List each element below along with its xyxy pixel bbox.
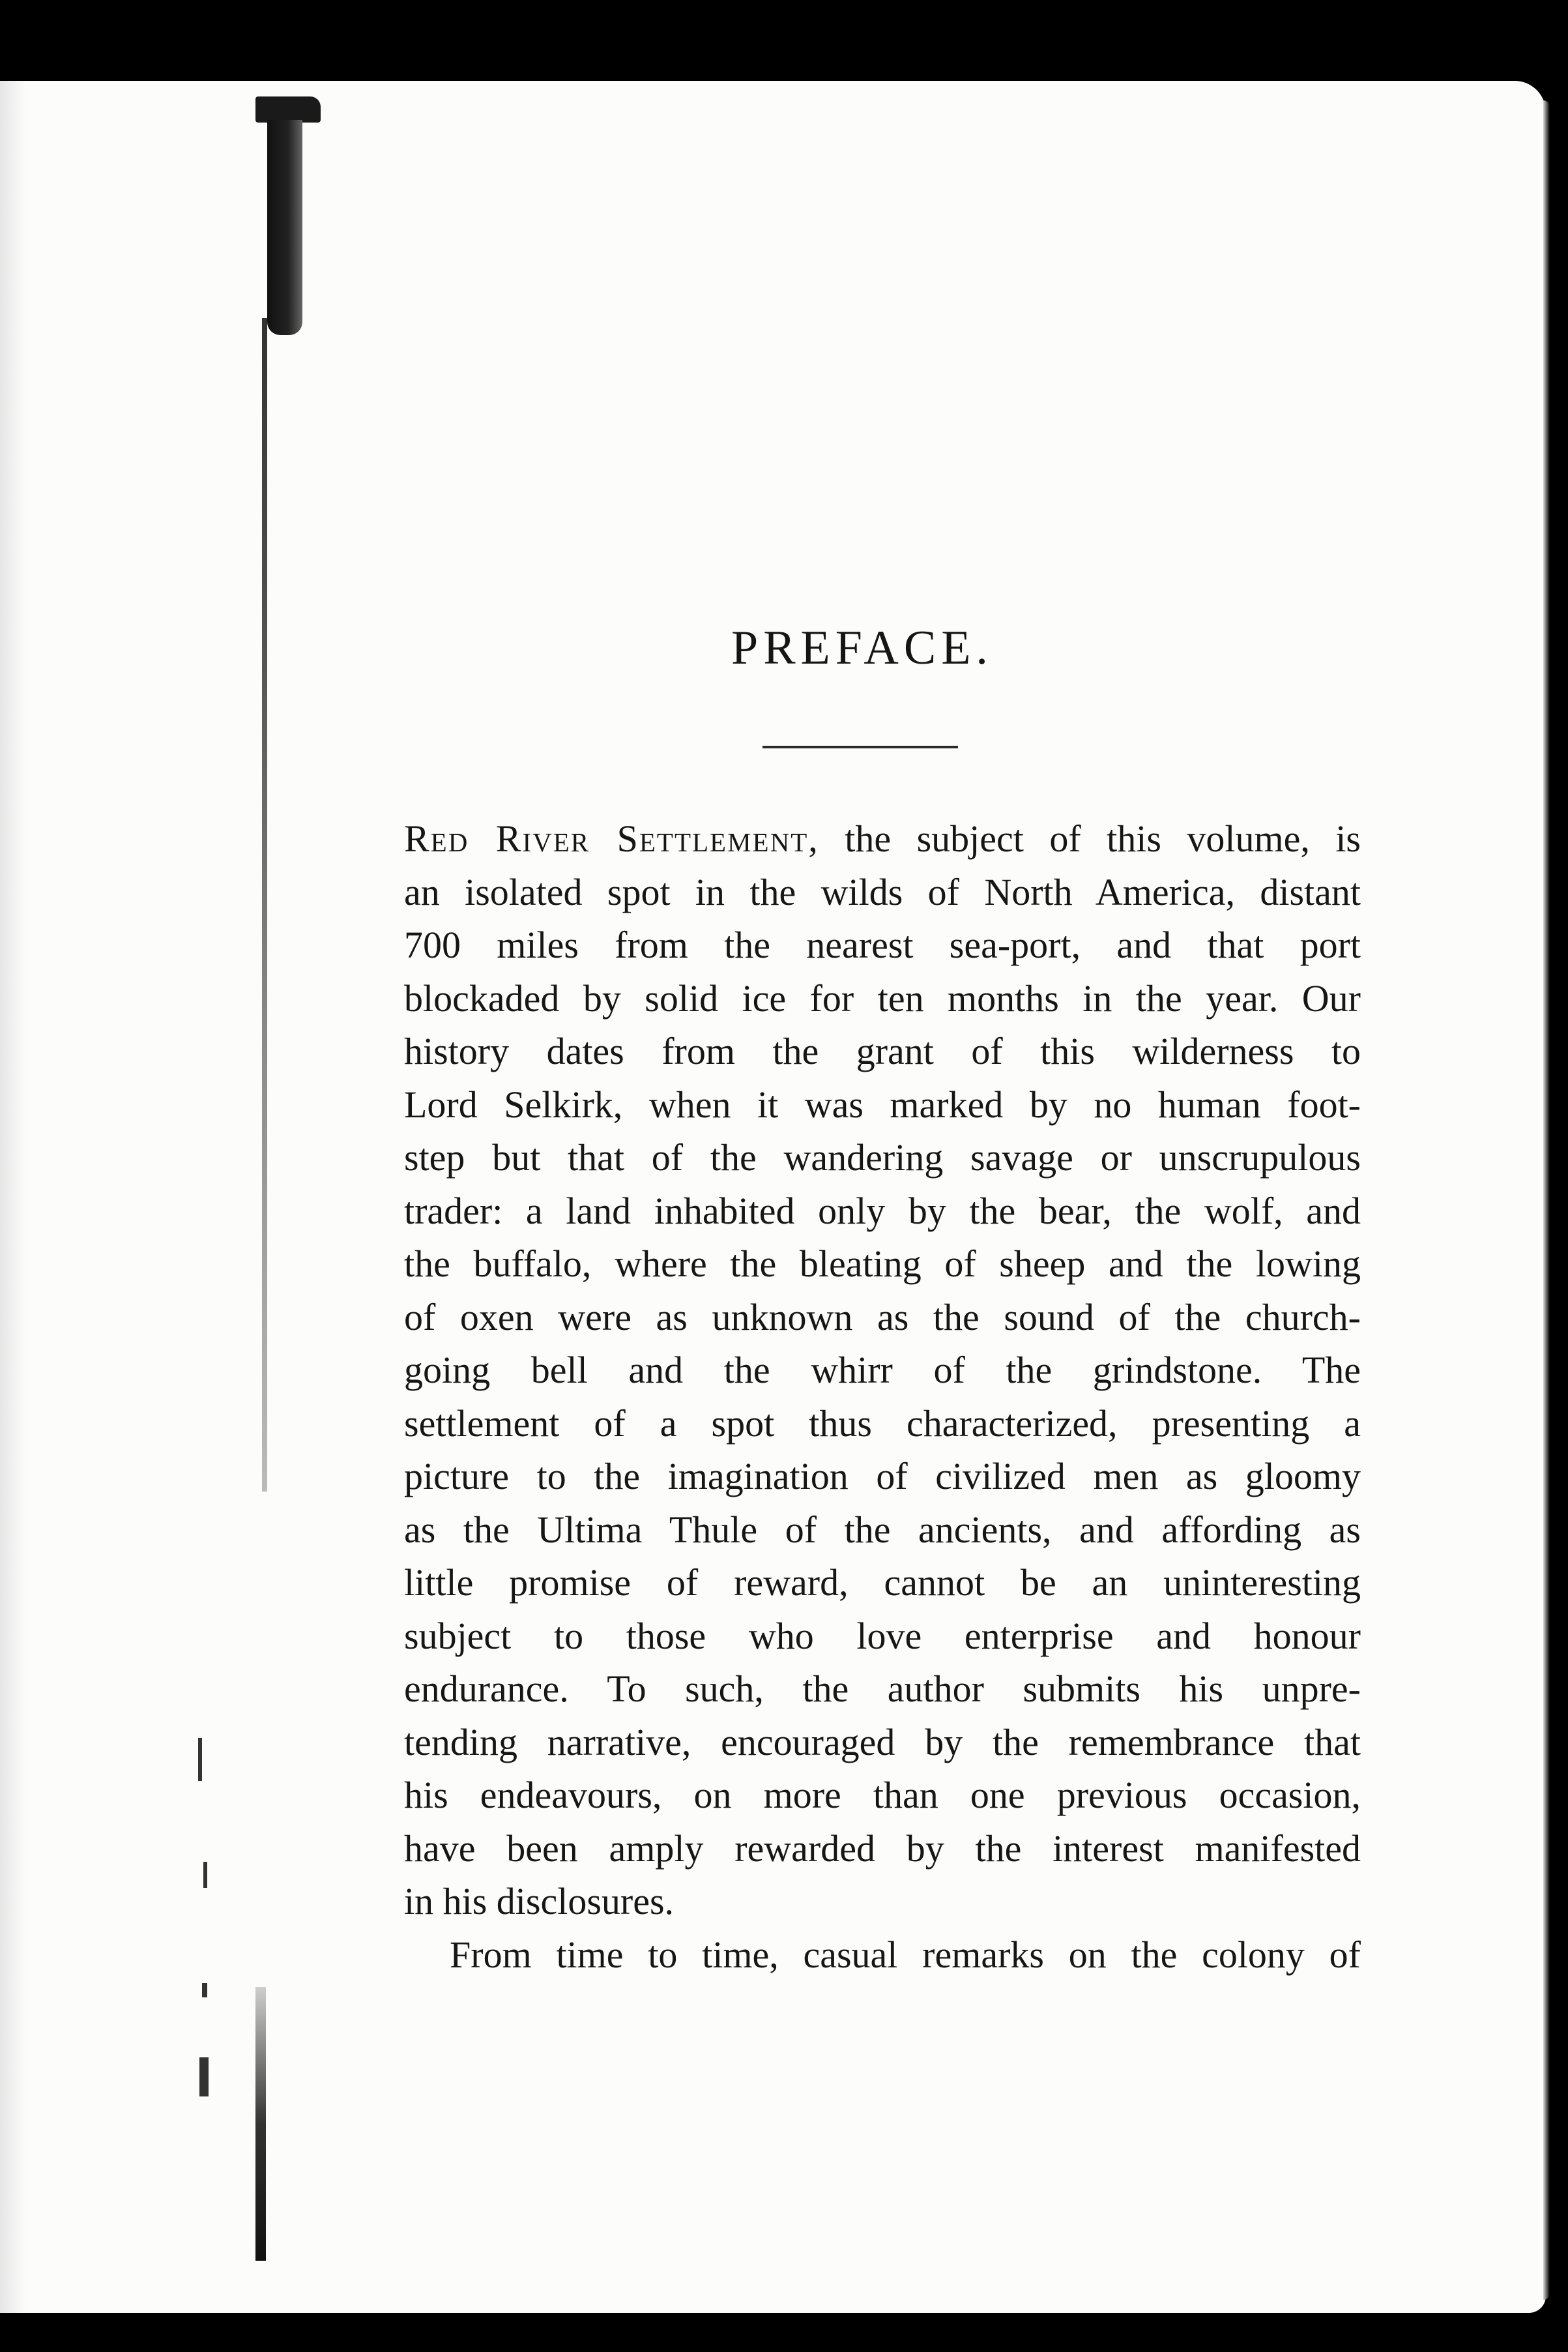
text-line: trader: a land inhabited only by the bear, the wolf, and xyxy=(404,1189,1361,1232)
margin-mark xyxy=(203,1862,207,1888)
book-gutter xyxy=(255,96,327,2274)
lead-small-caps: Red River Settlement, xyxy=(404,817,819,860)
text-line: step but that of the wandering savage or unscrupulous xyxy=(404,1136,1361,1179)
text-line: settlement of a spot thus characterized, presenting a xyxy=(404,1402,1361,1445)
text-line: of oxen were as unknown as the sound of the church- xyxy=(404,1295,1361,1338)
preface-text xyxy=(404,812,1361,1981)
text-line: his endeavours, on more than one previous occasion, xyxy=(404,1774,1361,1816)
gutter-binding-shadow xyxy=(267,120,302,335)
text-line: Lord Selkirk, when it was marked by no human foot- xyxy=(404,1083,1361,1126)
text-line: tending narrative, encouraged by the remembrance that xyxy=(404,1720,1361,1763)
title-rule xyxy=(762,746,958,748)
text-line-segment: the subject of this volume, is xyxy=(819,817,1361,860)
text-line: endurance. To such, the author submits his unpre- xyxy=(404,1668,1361,1710)
margin-mark xyxy=(198,1738,202,1781)
margin-mark xyxy=(199,2057,209,2096)
text-line: From time to time, casual remarks on the colony of xyxy=(450,1933,1361,1976)
text-line: the buffalo, where the bleating of sheep and the lowing xyxy=(404,1242,1361,1285)
text-line: subject to those who love enterprise and honour xyxy=(404,1614,1361,1657)
text-line: history dates from the grant of this wilderness to xyxy=(404,1030,1361,1072)
text-line: picture to the imagination of civilized men as gloomy xyxy=(404,1455,1361,1497)
text-line: have been amply rewarded by the interest manifested xyxy=(404,1827,1361,1870)
margin-mark xyxy=(202,1983,207,1997)
text-line: in his disclosures. xyxy=(404,1880,675,1922)
text-line: going bell and the whirr of the grindstone. The xyxy=(404,1349,1361,1391)
page-title: PREFACE. xyxy=(731,621,993,675)
gutter-lower-fold-line xyxy=(255,1987,266,2261)
text-line: 700 miles from the nearest sea-port, and that port xyxy=(404,924,1361,966)
page-margin-shadow xyxy=(0,81,26,2313)
text-line: an isolated spot in the wilds of North America, distant xyxy=(404,870,1361,913)
text-line: blockaded by solid ice for ten months in the year. Our xyxy=(404,977,1361,1020)
text-line xyxy=(404,812,1361,866)
gutter-top-shadow xyxy=(255,96,321,123)
text-line: little promise of reward, cannot be an uninteresting xyxy=(404,1561,1361,1604)
gutter-fold-line xyxy=(262,318,267,1492)
text-line: as the Ultima Thule of the ancients, and affording as xyxy=(404,1508,1361,1551)
